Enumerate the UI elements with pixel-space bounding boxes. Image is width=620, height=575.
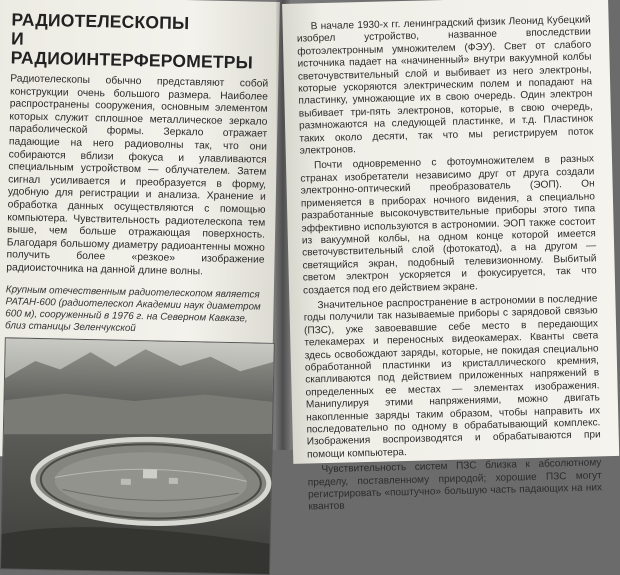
paragraph-3: Значительное распространение в астрономии в последние годы получили так называемые приборы с зарядовой связью (ПЗС), уже завоевавшие себе место в передающих телекамерах и переносных видеокамерах. Кванты света здесь освобождают заряды, которые, не покидая специально обработанной пластинки из кристаллического кремния, скапливаются под действием приложенных напряжений в определенных ее местах — элементах изображения. Манипулируя этими напряжениями, можно двигать накопленные заряды таким образом, чтобы направить их последовательно по одному в обрабатывающий комплекс. Изображения воспроизводятся и обрабатываются при помощи компьютера. <box>303 293 601 461</box>
paragraph-1: В начале 1930-х гг. ленинградский физик Леонид Кубецкий изобрел устройство, названное впоследствии фотоэлектронным умножителем (ФЭУ). Свет от слабого источника падает на «начиненный» внутри вакуумной колбы светочувствительный слой и выбивает из него электроны, которые ускоряются электрическим полем и попадают на пластинку, умножающие их в свою очередь. Один электрон выбивает три-пять электронов, которые, в свою очередь, размножаются на следующей пластинке, и т.д. Пластинок таких около десяти, так что мы регистрируем поток электронов. <box>296 14 594 157</box>
paragraph-4: Чувствительность систем ПЗС близка к абсолютному пределу, поставленному природой; хорошие ПЗС могут регистрировать «поштучно» большую часть падающих на них квантов <box>307 457 603 513</box>
photo-caption: Крупным отечественным радиотелескопом является РАТАН-600 (радиотелескоп Академии наук диаметром 600 м), сооруженный в 1976 г. на Северном Кавказе, близ станицы Зеленчукской <box>4 283 261 335</box>
ratan-600-photo <box>0 338 275 575</box>
right-page <box>282 0 619 513</box>
page-title <box>11 10 270 72</box>
title-line-1: РАДИОТЕЛЕСКОПЫ <box>11 9 190 34</box>
paragraph-2: Почти одновременно с фотоумножителем в разных странах изобретатели независимо друг от друга создали электронно-оптический преобразователь (ЭОП). Он применяется в приборах ночного видения, а специально разработанные высокочувствительные приборы этого типа эффективно используются в астрономии. ЭОП также состоит из вакуумной колбы, на одном конце которой имеется светочувствительный слой (фотокатод), а на другом — светящийся экран, подобный телевизионному. Выбитый светом электрон ускоряется и фокусируется, так что создается под его действием экране. <box>300 153 597 297</box>
title-line-2: И РАДИОИНТЕРФЕРОМЕТРЫ <box>10 28 254 73</box>
left-body-text: Радиотелескопы обычно представляют собой конструкции очень большого размера. Наиболее распространены сооружения, основным элементом которых служит сплошное металлическое зеркало параболической формы. Зеркало отражает падающие на него радиоволны так, что они собираются вблизи фокуса и улавливаются специальным устройством — облучателем. Затем сигнал усиливается и преобразуется в форму, удобную для регистрации и анализа. Хранение и обработка данных осуществляются с помощью компьютера. Чувствительность радиотелескопа тем выше, чем больше отражающая поверхность. Благодаря большому диаметру радиоантенны можно получить более «резкое» изображение радиоисточника на данной длине волны. <box>6 73 269 278</box>
left-page <box>0 0 280 462</box>
